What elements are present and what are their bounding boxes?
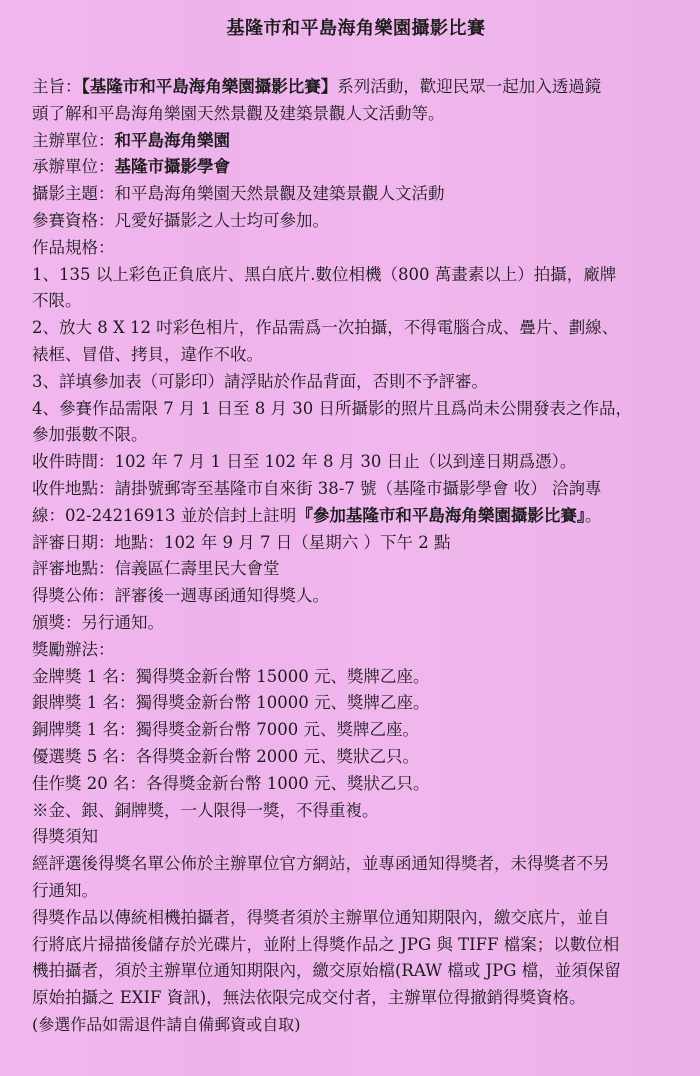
document-title: 基隆市和平島海角樂園攝影比賽 [226,18,486,39]
text-segment: 主旨： [32,77,82,96]
text-line [32,235,674,262]
bold-text-segment: 基隆市攝影學會 [114,157,230,177]
text-line [32,208,674,235]
text-segment: 不限。 [32,291,82,311]
text-segment: 獎勵辦法： [32,639,115,659]
text-line [32,74,674,101]
text-line [32,315,674,342]
text-line [32,824,674,851]
text-line [32,610,674,637]
text-segment: 銀牌獎 1 名：獨得獎金新台幣 10000 元、獎牌乙座。 [32,693,430,713]
text-line [32,932,674,959]
text-segment: 參賽資格：凡愛好攝影之人士均可參加。 [32,210,329,230]
text-segment: 行通知。 [32,880,98,900]
text-segment: 主辦單位： [32,130,115,150]
text-line [32,1012,674,1039]
text-segment: 頒獎：另行通知。 [32,612,164,632]
text-segment: 承辦單位： [32,157,115,177]
text-segment: 線：02-24216913 並於信封上註明 [32,505,297,525]
text-segment: 行將底片掃描後儲存於光碟片，並附上得獎作品之 JPG 與 TIFF 檔案；以數位相 [32,934,620,954]
text-line [32,288,674,315]
text-line [32,878,674,905]
text-line [32,369,674,396]
text-line [32,128,674,155]
text-segment: 得獎須知 [32,827,98,847]
text-segment: 收件時間：102 年 7 月 1 日至 102 年 8 月 30 日止（以到達日期爲憑）。 [32,452,577,472]
text-segment: 1、135 以上彩色正負底片、黑白底片.數位相機（800 萬畫素以上）拍攝，廠牌 [32,264,617,284]
text-line [32,851,674,878]
text-segment: 4、參賽作品需限 7 月 1 日至 8 月 30 日所攝影的照片且爲尚未公開發表之作品， [32,398,632,418]
text-segment: ※金、銀、銅牌獎，一人限得一獎，不得重複。 [32,800,379,820]
text-line [32,637,674,664]
text-segment: 2、放大 8 X 12 吋彩色相片，作品需爲一次拍攝，不得電腦合成、疊片、劃線、 [32,318,619,338]
text-line [32,530,674,557]
text-segment: 原始拍攝之 EXIF 資訊)，無法依限完成交付者，主辦單位得撤銷得獎資格。 [32,988,586,1008]
text-segment: 3、詳填參加表（可影印）請浮貼於作品背面，否則不予評審。 [32,371,488,391]
text-line [32,583,674,610]
text-segment: 裱框、冒借、拷貝，違作不收。 [32,344,263,364]
text-line [32,449,674,476]
text-segment: (參選作品如需退件請自備郵資或自取) [32,1014,301,1034]
text-segment: 作品規格： [32,237,115,257]
text-segment: 金牌獎 1 名：獨得獎金新台幣 15000 元、獎牌乙座。 [32,666,430,686]
text-segment: 評審日期：地點：102 年 9 月 7 日（星期六 ）下午 2 點 [32,532,451,552]
text-line [32,503,674,530]
bold-text-segment: 和平島海角樂園 [114,130,230,150]
text-line [32,798,674,825]
text-line [32,958,674,985]
text-segment: 。 [585,505,602,525]
text-segment: 得獎公佈：評審後一週專函通知得獎人。 [32,586,329,606]
text-segment: 參加張數不限。 [32,425,148,445]
text-segment: 機拍攝者，須於主辦單位通知期限內，繳交原始檔(RAW 檔或 JPG 檔，並須保留 [32,961,621,981]
text-line [32,717,674,744]
text-line [32,154,674,181]
text-line [32,664,674,691]
text-segment: 銅牌獎 1 名：獨得獎金新台幣 7000 元、獎牌乙座。 [32,720,419,740]
text-line [32,262,674,289]
text-line [32,985,674,1012]
text-segment: 系列活動，歡迎民眾一起加入透過鏡 [337,77,602,96]
text-line [32,101,674,128]
text-line [32,771,674,798]
text-line [32,476,674,503]
text-line [32,556,674,583]
text-line [32,396,674,423]
document-body [32,74,674,1039]
text-segment: 收件地點：請掛號郵寄至基隆市自來街 38-7 號（基隆市攝影學會 收） 洽詢專 [32,478,602,498]
text-line [32,744,674,771]
text-segment: 優選獎 5 名：各得獎金新台幣 2000 元、獎狀乙只。 [32,746,419,766]
text-segment: 評審地點：信義區仁壽里民大會堂 [32,559,280,579]
text-segment: 得獎作品以傳統相機拍攝者，得獎者須於主辦單位通知期限內，繳交底片，並自 [32,907,610,927]
text-segment: 佳作獎 20 名：各得獎金新台幣 1000 元、獎狀乙只。 [32,773,430,793]
bold-text-segment: 『參加基隆市和平島海角樂園攝影比賽』 [296,505,586,525]
text-line [32,342,674,369]
text-segment: 頭了解和平島海角樂園天然景觀及建築景觀人文活動等。 [32,103,445,123]
text-line [32,422,674,449]
text-line [32,690,674,717]
text-line [32,905,674,932]
text-line [32,181,674,208]
text-segment: 攝影主題：和平島海角樂園天然景觀及建築景觀人文活動 [32,184,445,204]
text-segment: 經評選後得獎名單公佈於主辦單位官方網站，並專函通知得獎者，未得獎者不另 [32,854,610,874]
bold-text-segment: 【基隆市和平島海角樂園攝影比賽】 [81,77,338,96]
